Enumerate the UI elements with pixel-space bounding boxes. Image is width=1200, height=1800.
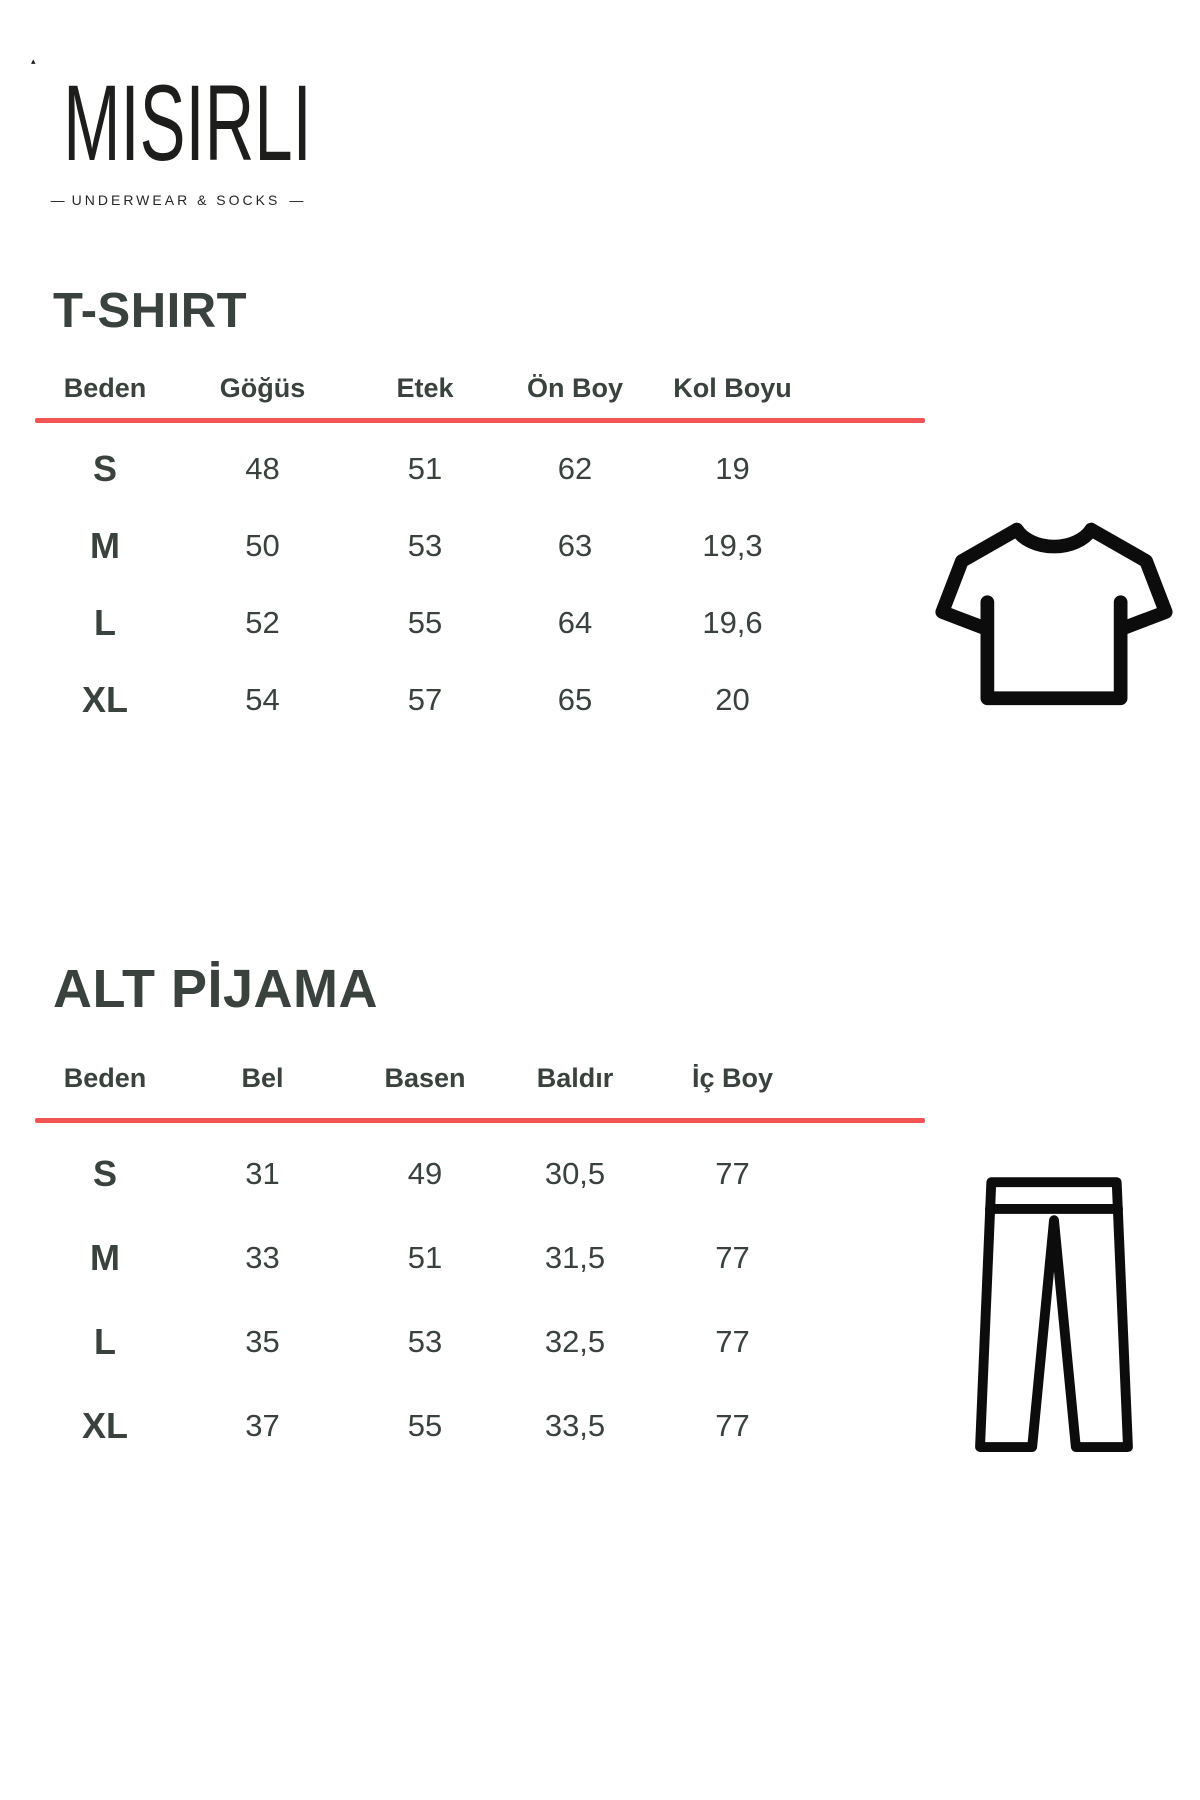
cell-value: 77	[715, 1408, 750, 1443]
column-header-basen: Basen	[384, 1062, 466, 1093]
cell-value: 19,3	[702, 527, 763, 563]
section-title-alt-pijama: ALT PİJAMA	[53, 959, 378, 1019]
table-row	[35, 584, 925, 661]
cell-value: 65	[557, 681, 593, 717]
table-row	[35, 661, 925, 738]
cell-value: 64	[557, 604, 593, 640]
pijama-table-header-row	[35, 1058, 925, 1098]
tshirt-table-body	[35, 430, 925, 738]
table-row	[35, 430, 925, 507]
cell-value: 37	[245, 1408, 280, 1443]
column-header-on-boy: Ön Boy	[526, 372, 623, 403]
cell-value: 77	[715, 1240, 750, 1275]
size-label: M	[90, 524, 120, 566]
table-row	[35, 507, 925, 584]
cell-value: 31,5	[544, 1240, 606, 1275]
tshirt-icon	[928, 514, 1180, 710]
table-row	[35, 1216, 925, 1300]
tagline-dash-left: —	[50, 192, 63, 208]
cell-value: 51	[407, 1240, 443, 1275]
column-header-ic-boy: İç Boy	[691, 1062, 774, 1093]
size-label: S	[92, 1153, 117, 1194]
column-header-gogus: Göğüs	[219, 372, 306, 403]
section-title-tshirt: T-SHIRT	[53, 284, 248, 338]
column-header-beden: Beden	[63, 1062, 147, 1093]
pants-icon	[973, 1170, 1135, 1462]
cell-value: 19,6	[702, 604, 763, 640]
cell-value: 55	[407, 604, 443, 640]
tshirt-table-divider	[35, 418, 925, 423]
cell-value: 55	[407, 1408, 443, 1443]
cell-value: 53	[407, 1324, 443, 1359]
size-label: XL	[81, 1405, 128, 1446]
size-label: XL	[81, 678, 128, 720]
column-header-kol-boyu: Kol Boyu	[673, 372, 792, 403]
cell-value: 51	[407, 450, 443, 486]
cell-value: 52	[245, 604, 280, 640]
cell-value: 33,5	[544, 1408, 606, 1443]
cell-value: 77	[715, 1156, 750, 1191]
brand-tagline	[35, 192, 317, 208]
cell-value: 50	[245, 527, 280, 563]
size-label: L	[94, 601, 116, 643]
triangle-mark-icon: ▴	[31, 56, 36, 66]
cell-value: 20	[715, 681, 750, 717]
size-label: L	[94, 1321, 116, 1362]
cell-value: 30,5	[544, 1156, 606, 1191]
cell-value: 54	[245, 681, 280, 717]
cell-value: 31	[245, 1156, 280, 1191]
column-header-beden: Beden	[63, 372, 147, 403]
size-label: M	[90, 1237, 120, 1278]
cell-value: 57	[407, 681, 443, 717]
brand-wordmark: MISIRLI	[63, 63, 312, 184]
column-header-baldir: Baldır	[536, 1062, 614, 1093]
brand-tagline-text: UNDERWEAR & SOCKS	[71, 192, 281, 208]
tagline-dash-right: —	[289, 192, 302, 208]
cell-value: 32,5	[544, 1324, 606, 1359]
cell-value: 62	[557, 450, 593, 486]
size-label: S	[92, 447, 117, 489]
cell-value: 35	[245, 1324, 280, 1359]
table-row	[35, 1132, 925, 1216]
cell-value: 19	[715, 450, 750, 486]
cell-value: 49	[407, 1156, 443, 1191]
table-row	[35, 1300, 925, 1384]
cell-value: 48	[245, 450, 280, 486]
brand-logo	[31, 56, 317, 208]
cell-value: 63	[557, 527, 593, 563]
table-row	[35, 1384, 925, 1468]
column-header-etek: Etek	[396, 372, 454, 403]
pijama-table-divider	[35, 1118, 925, 1123]
column-header-bel: Bel	[241, 1062, 284, 1093]
cell-value: 33	[245, 1240, 280, 1275]
cell-value: 53	[407, 527, 443, 563]
pijama-table-body	[35, 1132, 925, 1468]
cell-value: 77	[715, 1324, 750, 1359]
tshirt-table-header-row	[35, 368, 925, 408]
